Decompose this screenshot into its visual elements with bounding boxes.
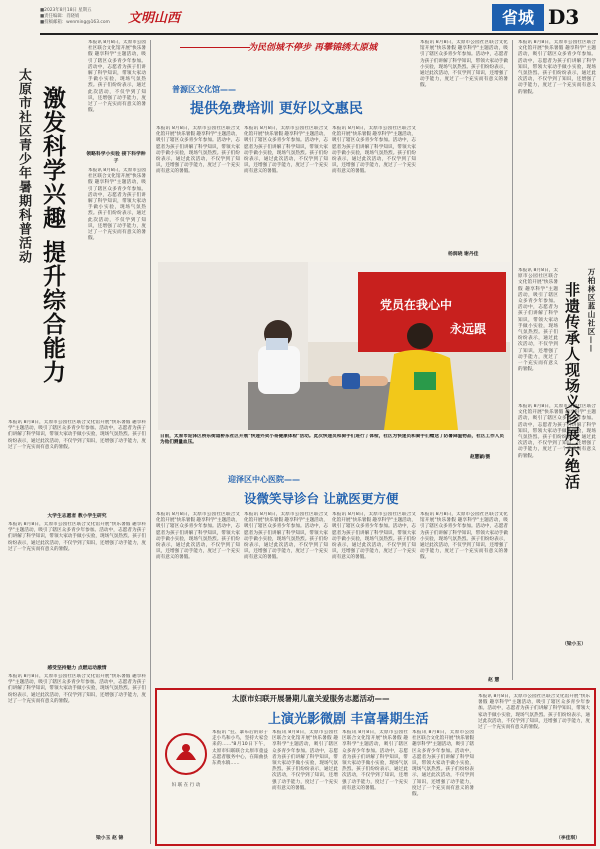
left-body-4: 本报讯 8月8日，太原市公园社区联合文化馆开展"快乐暑假 趣享科学"主题活动，吸引了辖区众多青少年参加。活动中，志愿者为孩子们讲解了科学知识，带领大家动手做小实验，现场气氛热烈。孩子们纷纷表示，通过此次活动，不仅学到了知识，还增强了动手能力，度过了一个充实而有意义的暑假。 <box>8 522 146 552</box>
left-byline: 梁小玉 赵 锦 <box>96 836 124 841</box>
art1-body-1: 本报讯 8月8日，太原市公园社区联合文化馆开展"快乐暑假 趣享科学"主题活动，吸引了辖区众多青少年参加。活动中，志愿者为孩子们讲解了科学知识，带领大家动手做小实验，现场气氛热烈。孩子们纷纷表示，通过此次活动，不仅学到了知识，还增强了动手能力，度过了一个充实而有意义的暑假。 <box>156 126 240 175</box>
feature-byline: （李佳琪） <box>556 836 580 841</box>
art1-byline: 杨润晓 谢丹佳 <box>448 252 479 257</box>
right-body-2: 本报讯 8月8日，太原市公园社区联合文化馆开展"快乐暑假 趣享科学"主题活动，吸引了辖区众多青少年参加。活动中，志愿者为孩子们讲解了科学知识，带领大家动手做小实验，现场气氛热烈。孩子们纷纷表示，通过此次活动，不仅学到了知识，还增强了动手能力，度过了一个充实而有意义的暑假。 <box>518 268 558 373</box>
slogan-text: 为民创城不停步 再攀锦绣太原城 <box>248 43 378 53</box>
feature-title: 上演光影微剧 丰富暑期生活 <box>268 712 429 727</box>
feature-logo-text: 妇 联 在 行 动 <box>171 783 201 788</box>
left-body-2: 本报讯 8月8日，太原市公园社区联合文化馆开展"快乐暑假 趣享科学"主题活动，吸引了辖区众多青少年参加。活动中，志愿者为孩子们讲解了科学知识，带领大家动手做小实验，现场气氛热烈。孩子们纷纷表示，通过此次活动，不仅学到了知识，还增强了动手能力，度过了一个充实而有意义的暑假。 <box>88 168 146 242</box>
right-byline: （梁小玉） <box>562 642 586 647</box>
feature-body-1: 本报讯 8月8日，太原市公园社区联合文化馆开展"快乐暑假 趣享科学"主题活动，吸引了辖区众多青少年参加。活动中，志愿者为孩子们讲解了科学知识，带领大家动手做小实验，现场气氛热烈。孩子们纷纷表示，通过此次活动，不仅学到了知识，还增强了动手能力，度过了一个充实而有意义的暑假。 <box>272 730 338 791</box>
feature-body-4: 本报讯 8月8日，太原市公园社区联合文化馆开展"快乐暑假 趣享科学"主题活动，吸引了辖区众多青少年参加。活动中，志愿者为孩子们讲解了科学知识，带领大家动手做小实验，现场气氛热烈。孩子们纷纷表示，通过此次活动，不仅学到了知识，还增强了动手能力，度过了一个充实而有意义的暑假。 <box>478 694 590 731</box>
header-rule <box>40 33 598 35</box>
art1-body-2: 本报讯 8月8日，太原市公园社区联合文化馆开展"快乐暑假 趣享科学"主题活动，吸引了辖区众多青少年参加。活动中，志愿者为孩子们讲解了科学知识，带领大家动手做小实验，现场气氛热烈。孩子们纷纷表示，通过此次活动，不仅学到了知识，还增强了动手能力，度过了一个充实而有意义的暑假。 <box>244 126 328 175</box>
art2-title: 设微笑导诊台 让就医更方便 <box>244 491 399 506</box>
feature-kicker: 太原市妇联开展暑期儿童关爱服务志愿活动—— <box>232 694 390 703</box>
feature-body-2: 本报讯 8月8日，太原市公园社区联合文化馆开展"快乐暑假 趣享科学"主题活动，吸引了辖区众多青少年参加。活动中，志愿者为孩子们讲解了科学知识，带领大家动手做小实验，现场气氛热烈。孩子们纷纷表示，通过此次活动，不仅学到了知识，还增强了动手能力，度过了一个充实而有意义的暑假。 <box>342 730 408 791</box>
header-weekday: 星期五 <box>78 8 92 13</box>
feature-logo <box>162 730 210 794</box>
photo-caption: 日前，太原市迎泽区桥东街道桥东社区开展"快递外卖小哥健康体检"活动。此次快递员和骑手们进行了体检，社区为快递员和骑手们赠送了防暑降温物品，社区工作人员为他们测量血压。 <box>160 434 504 446</box>
art2-byline: 赵 慧 <box>488 678 500 683</box>
right-title: 非遗传承人现场义诊展示绝活 <box>563 282 581 490</box>
right-body-3: 本报讯 8月8日，太原市公园社区联合文化馆开展"快乐暑假 趣享科学"主题活动，吸引了辖区众多青少年参加。活动中，志愿者为孩子们讲解了科学知识，带领大家动手做小实验，现场气氛热烈。孩子们纷纷表示，通过此次活动，不仅学到了知识，还增强了动手能力，度过了一个充实而有意义的暑假。 <box>518 404 596 459</box>
art1-body-3: 本报讯 8月8日，太原市公园社区联合文化馆开展"快乐暑假 趣享科学"主题活动，吸引了辖区众多青少年参加。活动中，志愿者为孩子们讲解了科学知识，带领大家动手做小实验，现场气氛热烈。孩子们纷纷表示，通过此次活动，不仅学到了知识，还增强了动手能力，度过了一个充实而有意义的暑假。 <box>332 126 416 175</box>
slogan-line-left <box>180 47 250 48</box>
masthead-logo: 文明山西 <box>128 11 181 26</box>
right-kicker: 万柏林区蓝山社区—— <box>587 268 596 353</box>
page-number: D3 <box>548 5 580 29</box>
art2-body-3: 本报讯 8月8日，太原市公园社区联合文化馆开展"快乐暑假 趣享科学"主题活动，吸引了辖区众多青少年参加。活动中，志愿者为孩子们讲解了科学知识，带领大家动手做小实验，现场气氛热烈。孩子们纷纷表示，通过此次活动，不仅学到了知识，还增强了动手能力，度过了一个充实而有意义的暑假。 <box>332 512 416 561</box>
feature-lead: 本报讯 "狂、暴布后的彩子走小鸟和小鸟，坚持大家会来的……"8月10日下午，太原市妇联联合太原市童益志愿者服务中心，在阳曲县东黄水镇…… <box>212 730 268 767</box>
right-column-rule <box>512 40 513 680</box>
right-body-1: 本报讯 8月8日，太原市公园社区联合文化馆开展"快乐暑假 趣享科学"主题活动，吸引了辖区众多青少年参加。活动中，志愿者为孩子们讲解了科学知识，带领大家动手做小实验，现场气氛热烈。孩子们纷纷表示，通过此次活动，不仅学到了知识，还增强了动手能力，度过了一个充实而有意义的暑假。 <box>518 40 596 95</box>
left-title-2: 提升综合能力 <box>39 240 66 384</box>
news-photo <box>158 262 510 430</box>
left-body-5: 本报讯 8月8日，太原市公园社区联合文化馆开展"快乐暑假 趣享科学"主题活动，吸引了辖区众多青少年参加。活动中，志愿者为孩子们讲解了科学知识，带领大家动手做小实验，现场气氛热烈。孩子们纷纷表示，通过此次活动，不仅学到了知识，还增强了动手能力，度过了一个充实而有意义的暑假。 <box>8 674 146 704</box>
art2-body-1: 本报讯 8月8日，太原市公园社区联合文化馆开展"快乐暑假 趣享科学"主题活动，吸引了辖区众多青少年参加。活动中，志愿者为孩子们讲解了科学知识，带领大家动手做小实验，现场气氛热烈。孩子们纷纷表示，通过此次活动，不仅学到了知识，还增强了动手能力，度过了一个充实而有意义的暑假。 <box>156 512 240 561</box>
art2-kicker: 迎泽区中心医院—— <box>228 475 300 484</box>
left-title-1: 激发科学兴趣 <box>39 86 66 230</box>
women-federation-emblem-icon <box>162 730 210 778</box>
left-sub2: 大学生志愿者 教小学生研究 <box>47 514 107 519</box>
photo-banner-text-2: 永远跟 <box>450 322 487 336</box>
left-column-rule <box>150 40 151 844</box>
feature-body-3: 本报讯 8月8日，太原市公园社区联合文化馆开展"快乐暑假 趣享科学"主题活动，吸引了辖区众多青少年参加。活动中，志愿者为孩子们讲解了科学知识，带领大家动手做小实验，现场气氛热烈。孩子们纷纷表示，通过此次活动，不仅学到了知识，还增强了动手能力，度过了一个充实而有意义的暑假。 <box>412 730 474 798</box>
header-editor: ■责任编辑：肖晓娟 <box>40 14 80 19</box>
left-body-1: 本报讯 8月8日，太原市公园社区联合文化馆开展"快乐暑假 趣享科学"主题活动，吸引了辖区众多青少年参加。活动中，志愿者为孩子们讲解了科学知识，带领大家动手做小实验，现场气氛热烈。孩子们纷纷表示，通过此次活动，不仅学到了知识，还增强了动手能力，度过了一个充实而有意义的暑假。 <box>88 40 146 114</box>
section-label: 省城 <box>492 4 544 31</box>
photo-illustration <box>158 262 510 430</box>
header-date: ■2023年8月18日 <box>40 8 77 13</box>
left-kicker: 太原市社区青少年暑期科普活动 <box>16 68 31 264</box>
art2-body-4: 本报讯 8月8日，太原市公园社区联合文化馆开展"快乐暑假 趣享科学"主题活动，吸引了辖区众多青少年参加。活动中，志愿者为孩子们讲解了科学知识，带领大家动手做小实验，现场气氛热烈。孩子们纷纷表示，通过此次活动，不仅学到了知识，还增强了动手能力，度过了一个充实而有意义的暑假。 <box>420 512 508 561</box>
header-email: ■投稿邮箱：wenming@163.com <box>40 20 110 25</box>
left-sub1: 领略科学小实验 接下科学种子 <box>86 152 146 164</box>
left-sub3: 感受坚持魅力 点燃运动激情 <box>47 666 107 671</box>
photo-credit: 赵慧颖/摄 <box>470 455 491 460</box>
art1-kicker: 普源区文化馆—— <box>172 85 236 94</box>
photo-banner-text: 党员在我心中 <box>380 298 453 312</box>
art1-body-4: 本报讯 8月8日，太原市公园社区联合文化馆开展"快乐暑假 趣享科学"主题活动，吸引了辖区众多青少年参加。活动中，志愿者为孩子们讲解了科学知识，带领大家动手做小实验，现场气氛热烈。孩子们纷纷表示，通过此次活动，不仅学到了知识，还增强了动手能力，度过了一个充实而有意义的暑假。 <box>420 40 508 89</box>
art1-title: 提供免费培训 更好以文惠民 <box>190 101 363 117</box>
art2-body-2: 本报讯 8月8日，太原市公园社区联合文化馆开展"快乐暑假 趣享科学"主题活动，吸引了辖区众多青少年参加。活动中，志愿者为孩子们讲解了科学知识，带领大家动手做小实验，现场气氛热烈。孩子们纷纷表示，通过此次活动，不仅学到了知识，还增强了动手能力，度过了一个充实而有意义的暑假。 <box>244 512 328 561</box>
left-body-3: 本报讯 8月8日，太原市公园社区联合文化馆开展"快乐暑假 趣享科学"主题活动，吸引了辖区众多青少年参加。活动中，志愿者为孩子们讲解了科学知识，带领大家动手做小实验，现场气氛热烈。孩子们纷纷表示，通过此次活动，不仅学到了知识，还增强了动手能力，度过了一个充实而有意义的暑假。 <box>8 420 146 450</box>
